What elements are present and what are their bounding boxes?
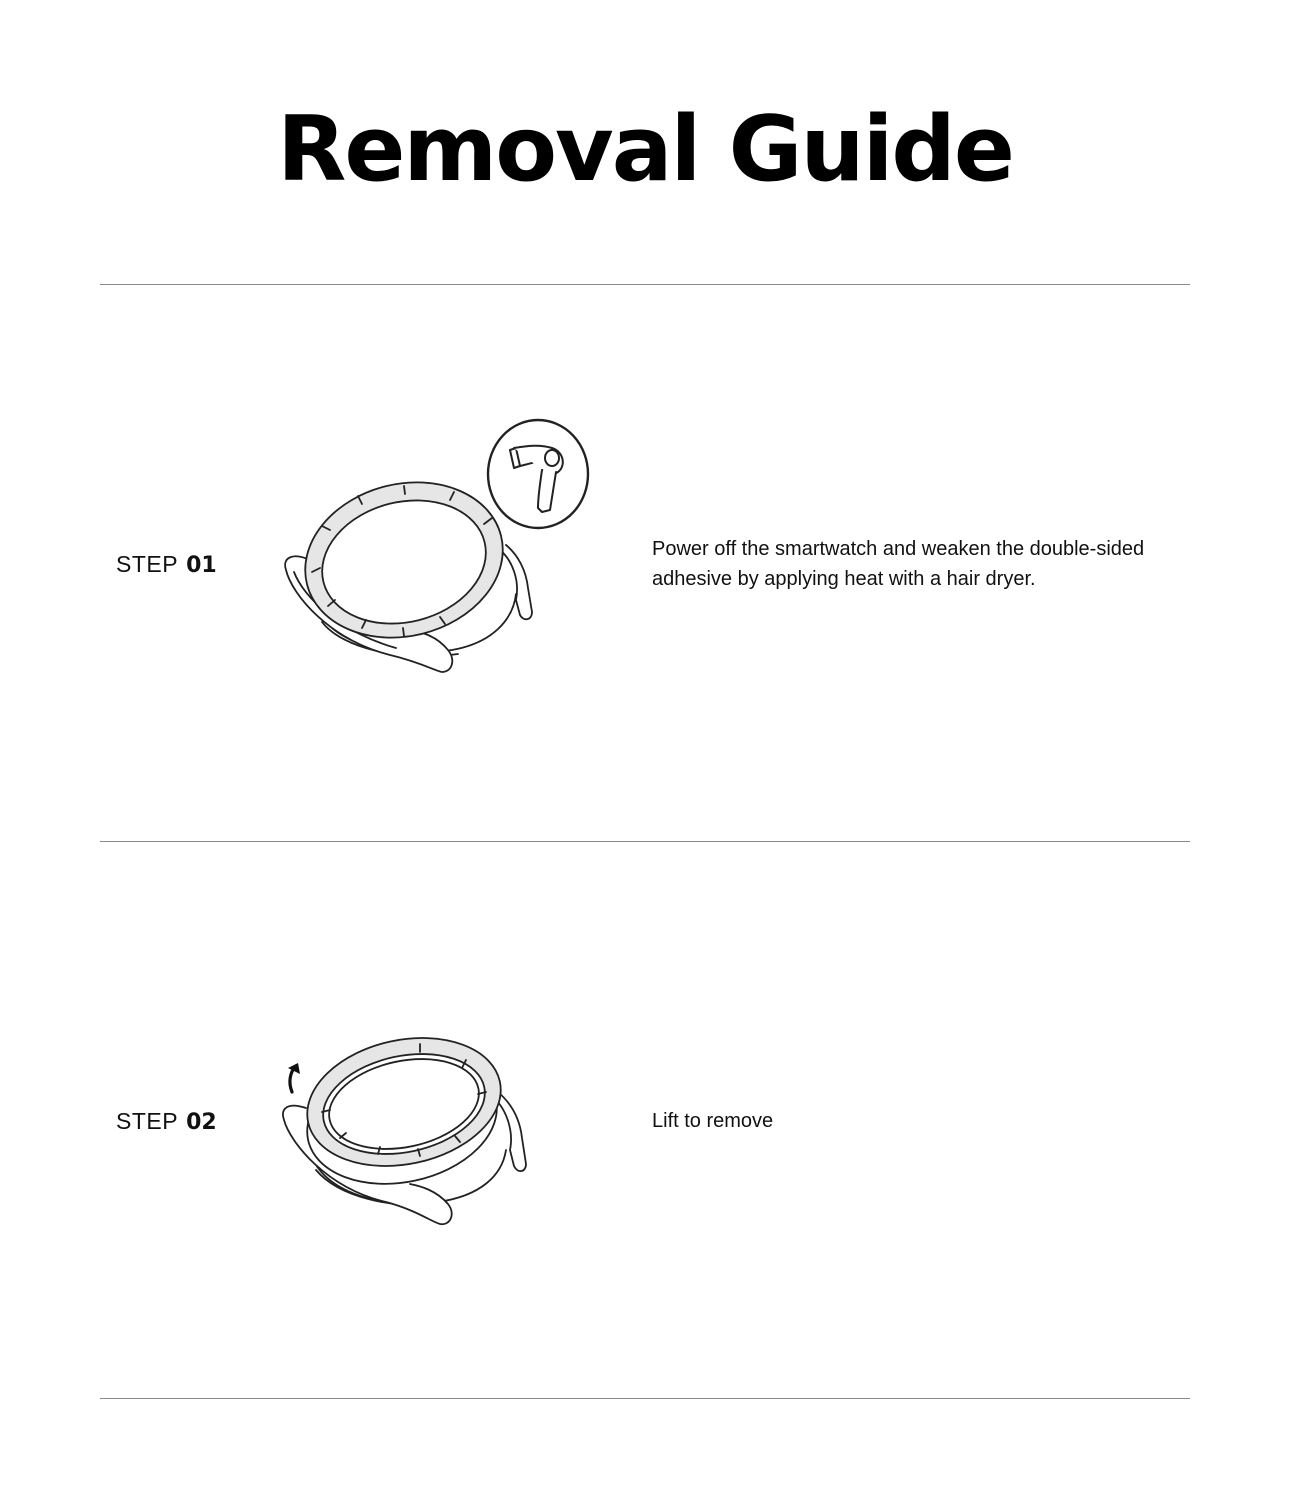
page-title: Removal Guide	[277, 97, 1013, 202]
step-number: 02	[186, 1110, 217, 1135]
step-word: STEP	[116, 551, 179, 577]
watch-with-hair-dryer-icon	[270, 410, 610, 690]
step-number: 01	[186, 553, 217, 578]
step-description-02: Lift to remove	[652, 1110, 774, 1132]
step-label-02	[116, 1107, 217, 1137]
section-divider	[100, 284, 1190, 285]
watch-bezel-lift-icon	[270, 1030, 540, 1240]
section-divider	[100, 1398, 1190, 1399]
section-divider	[100, 841, 1190, 842]
step-description-01: Power off the smartwatch and weaken the double-sided adhesive by applying heat with a hair dryer.	[652, 538, 1145, 590]
step-word: STEP	[116, 1108, 179, 1134]
step-label-01	[116, 550, 217, 580]
